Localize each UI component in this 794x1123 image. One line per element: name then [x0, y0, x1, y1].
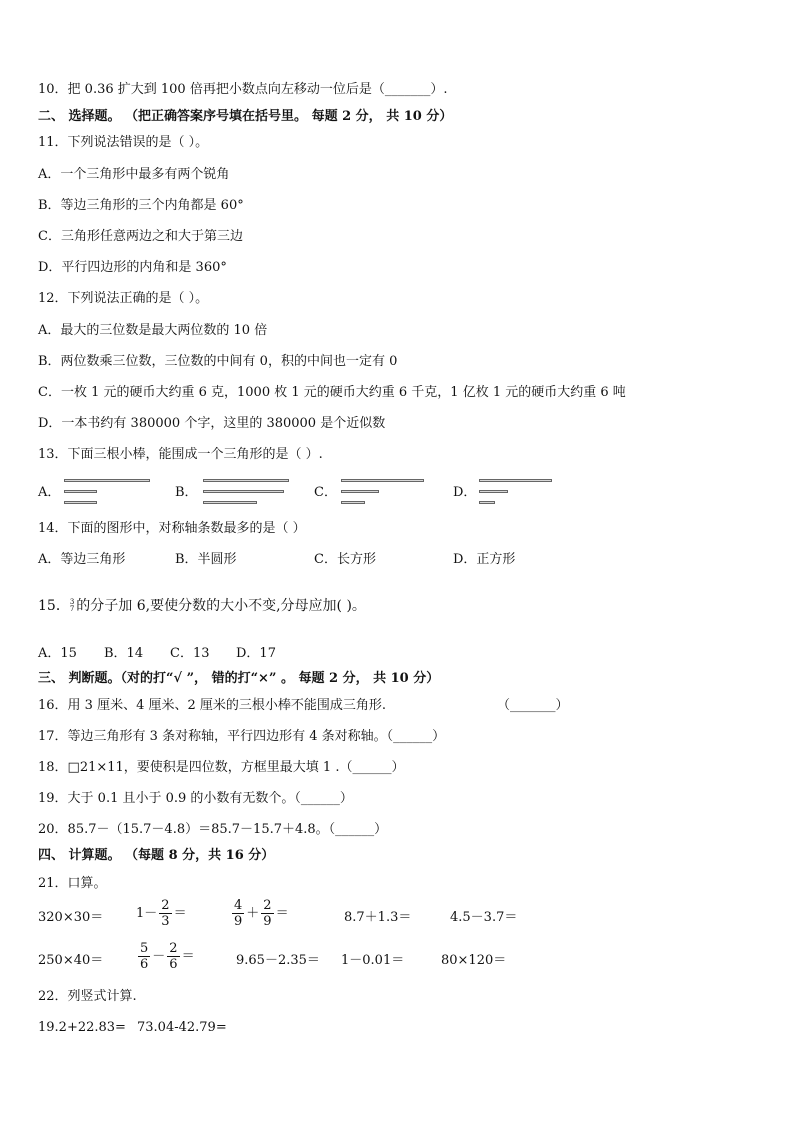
question-14-stem: 14．下面的图形中，对称轴条数最多的是（ ）: [38, 521, 306, 536]
question-16-answer-blank[interactable]: （_______）: [497, 698, 569, 713]
stick-a-3: [64, 501, 97, 504]
stick-c-3: [341, 501, 365, 504]
stick-c-1: [341, 479, 424, 482]
question-15-fraction: [70, 599, 74, 613]
fraction-numerator: 3: [69, 598, 75, 606]
stick-d-1: [479, 479, 552, 482]
section-3-heading: 三、 判断题。（对的打“√ ”， 错的打“×” 。 每题 2 分， 共 10 分）: [38, 671, 440, 686]
question-13-stem: 13．下面三根小棒，能围成一个三角形的是（ ）.: [38, 447, 323, 462]
stick-a-2: [64, 490, 97, 493]
fraction: [159, 898, 171, 929]
question-14-option-d: D．正方形: [453, 552, 516, 567]
calc-text: ＝: [173, 906, 187, 921]
stick-c-2: [341, 490, 379, 493]
question-11-option-d: D．平行四边形的内角和是 360°: [38, 260, 227, 275]
denominator: 9: [263, 914, 272, 929]
question-11-option-c: C．三角形任意两边之和大于第三边: [38, 229, 243, 244]
question-15-number: 15．: [38, 598, 70, 614]
fraction: [261, 898, 273, 929]
fraction: [232, 898, 244, 929]
question-12-stem: 12．下列说法正确的是（ ）。: [38, 291, 209, 306]
question-13-option-c: C．: [314, 485, 337, 500]
stick-b-1: [203, 479, 289, 482]
calc-r1c2: [136, 898, 187, 929]
numerator: 4: [234, 898, 243, 913]
question-15-option-b: B．14: [104, 646, 144, 661]
numerator: 2: [161, 898, 170, 913]
denominator: 3: [161, 914, 170, 929]
question-12-option-d: D．一本书约有 380000 个字，这里的 380000 是个近似数: [38, 416, 386, 431]
question-19: 19．大于 0.1 且小于 0.9 的小数有无数个。（______）: [38, 791, 353, 806]
calc-r1c5: 4.5－3.7＝: [450, 910, 518, 925]
calc-r1c1: 320×30＝: [38, 910, 104, 925]
question-12-option-a: A．最大的三位数是最大两位数的 10 倍: [38, 323, 268, 338]
question-22-problem-2: 73.04-42.79=: [137, 1020, 227, 1035]
denominator: 9: [234, 914, 243, 929]
stick-d-2: [479, 490, 508, 493]
question-15-stem: [38, 597, 366, 615]
numerator: 5: [140, 941, 149, 956]
question-12-option-b: B．两位数乘三位数，三位数的中间有 0，积的中间也一定有 0: [38, 354, 398, 369]
numerator: 2: [169, 941, 178, 956]
question-11-option-a: A．一个三角形中最多有两个锐角: [38, 167, 230, 182]
question-15-option-c: C．13: [170, 646, 210, 661]
calc-r2c4: 1－0.01＝: [341, 953, 405, 968]
calc-r2c1: 250×40＝: [38, 953, 104, 968]
calc-r1c4: 8.7＋1.3＝: [344, 910, 412, 925]
stick-b-3: [203, 501, 257, 504]
question-16: 16．用 3 厘米、4 厘米、2 厘米的三根小棒不能围成三角形.: [38, 698, 387, 713]
section-2-heading: 二、 选择题。 （把正确答案序号填在括号里。 每题 2 分， 共 10 分）: [38, 109, 453, 124]
question-15-option-a: A．15: [38, 646, 77, 661]
question-21-stem: 21．口算。: [38, 876, 107, 891]
question-15-text: 的分子加 6,要使分数的大小不变,分母应加( )。: [76, 598, 366, 614]
calc-r2c2: [136, 941, 195, 972]
denominator: 6: [169, 957, 178, 972]
numerator: 2: [263, 898, 272, 913]
calc-text: ＋: [246, 906, 260, 921]
question-22-stem: 22．列竖式计算.: [38, 989, 137, 1004]
calc-text: ＝: [181, 949, 195, 964]
question-22-problem-1: 19.2+22.83=: [38, 1020, 126, 1035]
stick-a-1: [64, 479, 150, 482]
question-13-option-b: B．: [175, 485, 198, 500]
calc-text: ＝: [275, 906, 289, 921]
question-15-option-d: D．17: [236, 646, 276, 661]
fraction: [167, 941, 179, 972]
question-10: 10．把 0.36 扩大到 100 倍再把小数点向左移动一位后是（_______）.: [38, 82, 448, 97]
question-18: 18．□21×11，要使积是四位数，方框里最大填 1 .（______）: [38, 760, 405, 775]
question-12-option-c: C．一枚 1 元的硬币大约重 6 克，1000 枚 1 元的硬币大约重 6 千克，1 亿枚 1 元的硬币大约重 6 吨: [38, 385, 626, 400]
calc-text: 1－: [136, 906, 158, 921]
question-11-option-b: B．等边三角形的三个内角都是 60°: [38, 198, 244, 213]
calc-text: －: [152, 949, 166, 964]
question-13-option-d: D．: [453, 485, 477, 500]
question-11-stem: 11．下列说法错误的是（ ）。: [38, 135, 209, 150]
question-14-option-b: B．半圆形: [175, 552, 237, 567]
denominator: 6: [140, 957, 149, 972]
calc-r2c5: 80×120＝: [441, 953, 507, 968]
question-13-option-a: A．: [38, 485, 61, 500]
stick-b-2: [203, 490, 284, 493]
fraction: [138, 941, 150, 972]
question-20: 20．85.7－（15.7－4.8）＝85.7－15.7＋4.8。（______）: [38, 822, 388, 837]
section-4-heading: 四、 计算题。 （每题 8 分，共 16 分）: [38, 848, 275, 863]
question-14-option-a: A．等边三角形: [38, 552, 126, 567]
question-14-option-c: C．长方形: [314, 552, 376, 567]
calc-r2c3: 9.65－2.35＝: [236, 953, 320, 968]
stick-d-3: [479, 501, 495, 504]
fraction-denominator: 7: [69, 605, 75, 613]
question-17: 17．等边三角形有 3 条对称轴，平行四边形有 4 条对称轴。（______）: [38, 729, 446, 744]
calc-r1c3: [230, 898, 289, 929]
